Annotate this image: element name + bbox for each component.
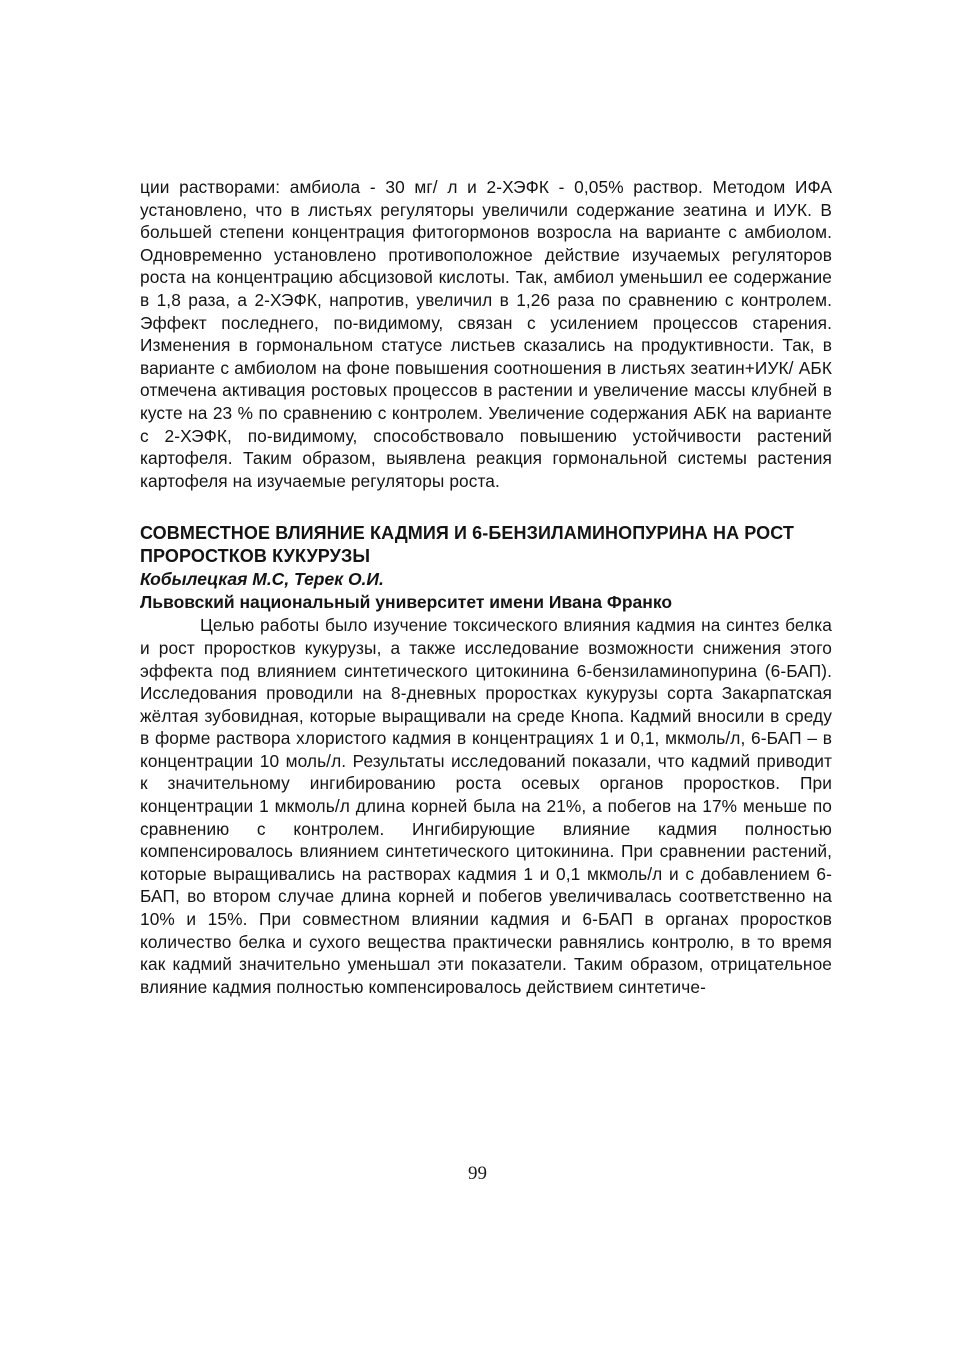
article-affiliation: Львовский национальный университет имени Ивана Франко [140,592,673,613]
continuation-paragraph: ции растворами: амбиола - 30 мг/ л и 2-ХЭФК - 0,05% раствор. Методом ИФА установлено, что в листьях регуляторы увеличили содержание зеатина и ИУК. В большей степени концентрация фитогормонов возросла на варианте с амбиолом. Одновременно установлено противоположное действие изучаемых регуляторов роста на концентрацию абсцизовой кислоты. Так, амбиол уменьшил ее содержание в 1,8 раза, а 2-ХЭФК, напротив, увеличил в 1,26 раза по сравнению с контролем. Эффект последнего, по-видимому, связан с усилением процессов старения. Изменения в гормональном статусе листьев сказались на продуктивности. Так, в варианте с амбиолом на фоне повышения соотношения в листьях зеатин+ИУК/ АБК отмечена активация ростовых процессов в растении и увеличение массы клубней в кусте на 23 % по сравнению с контролем. Увеличение содержания АБК на варианте с 2-ХЭФК, по-видимому, способствовало повышению устойчивости растений картофеля. Таким образом, выявлена реакция гормональной системы растения картофеля на изучаемые регуляторы роста. [140,177,832,491]
page-content [140,176,832,998]
article-body: Целью работы было изучение токсического влияния кадмия на синтез белка и рост проростков кукурузы, а также исследование возможности снижения этого эффекта под влиянием синтетического цитокинина 6-бензиламинопурина (6-БАП). Исследования проводили на 8-дневных проростках кукурузы сорта Закарпатская жёлтая зубовидная, которые выращивали на среде Кнопа. Кадмий вносили в среду в форме раствора хлористого кадмия в концентрациях 1 и 0,1, мкмоль/л, 6-БАП – в концентрации 10 моль/л. Результаты исследований показали, что кадмий приводит к значительному ингибированию роста осевых органов проростков. При концентрации 1 мкмоль/л длина корней была на 21%, а побегов на 17% меньше по сравнению с контролем. Ингибирующие влияние кадмия полностью компенсировалось влиянием синтетического цитокинина. При сравнении растений, которые выращивались на растворах кадмия 1 и 0,1 мкмоль/л и с добавлением 6-БАП, во втором случае длина корней и побегов увеличивалась соответственно на 10% и 15%. При совместном влиянии кадмия и 6-БАП в органах проростков количество белка и сухого вещества практически равнялись контролю, в то время как кадмий значительно уменьшал эти показатели. Таким образом, отрицательное влияние кадмия полностью компенсировалось действием синтетиче- [140,615,832,997]
article-title: СОВМЕСТНОЕ ВЛИЯНИЕ КАДМИЯ И 6-БЕНЗИЛАМИНОПУРИНА НА РОСТ ПРОРОСТКОВ КУКУРУЗЫ [140,523,795,567]
article-authors: Кобылецкая М.С, Терек О.И. [140,569,384,590]
page-number: 99 [468,1163,487,1184]
